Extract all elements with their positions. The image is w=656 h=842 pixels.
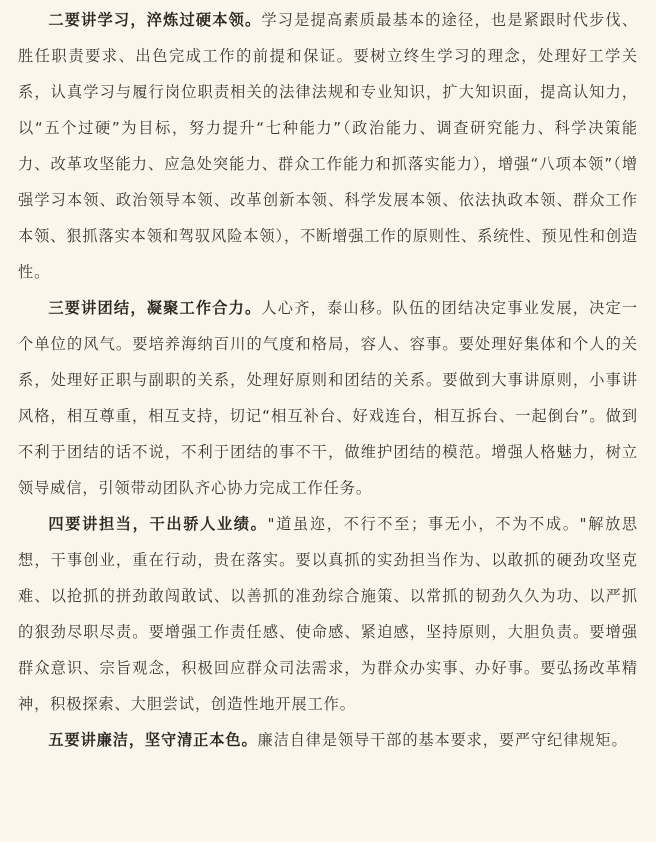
paragraph-study	[18, 2, 638, 290]
paragraph-heading: 四要讲担当，干出骄人业绩。	[48, 515, 268, 533]
paragraph-text: 人心齐，泰山移。队伍的团结决定事业发展，决定一个单位的风气。要培养海纳百川的气度和格局，容人、容事。要处理好集体和个人的关系，处理好正职与副职的关系，处理好原则和团结的关系。要做到大事讲原则，小事讲风格，相互尊重，相互支持，切记“相互补台、好戏连台，相互拆台、一起倒台”。做到不利于团结的话不说，不利于团结的事不干，做维护团结的模范。增强人格魅力，树立领导威信，引领带动团队齐心协力完成工作任务。	[18, 299, 639, 497]
article-page	[0, 2, 656, 842]
paragraph-text: 廉洁自律是领导干部的基本要求，要严守纪律规矩。	[257, 731, 628, 749]
paragraph-heading: 二要讲学习，淬炼过硬本领。	[48, 11, 262, 29]
paragraph-unity	[18, 290, 638, 506]
paragraph-text: "道虽迩，不行不至；事无小，不为不成。"解放思想，干事创业，重在行动，贵在落实。要以真抓的实劲担当作为、以敢抓的硬劲攻坚克难、以抢抓的拼劲敢闯敢试、以善抓的准劲综合施策、以常抓的韧劲久久为功、以严抓的狠劲尽职尽责。要增强工作责任感、使命感、紧迫感，坚持原则，大胆负责。要增强群众意识、宗旨观念，积极回应群众司法需求，为群众办实事、办好事。要弘扬改革精神，积极探索、大胆尝试，创造性地开展工作。	[18, 515, 639, 713]
paragraph-responsibility	[18, 506, 638, 722]
paragraph-heading: 五要讲廉洁，坚守清正本色。	[48, 731, 258, 749]
paragraph-text: 学习是提高素质最基本的途径，也是紧跟时代步伐、胜任职责要求、出色完成工作的前提和保证。要树立终生学习的理念，处理好工学关系，认真学习与履行岗位职责相关的法律法规和专业知识，扩大知识面，提高认知力，以“五个过硬”为目标，努力提升“七种能力”（政治能力、调查研究能力、科学决策能力、改革攻坚能力、应急处突能力、群众工作能力和抓落实能力），增强“八项本领”（增强学习本领、政治领导本领、改革创新本领、科学发展本领、依法执政本领、群众工作本领、狠抓落实本领和驾驭风险本领），不断增强工作的原则性、系统性、预见性和创造性。	[18, 11, 639, 281]
paragraph-integrity	[18, 722, 638, 758]
paragraph-heading: 三要讲团结，凝聚工作合力。	[48, 299, 262, 317]
